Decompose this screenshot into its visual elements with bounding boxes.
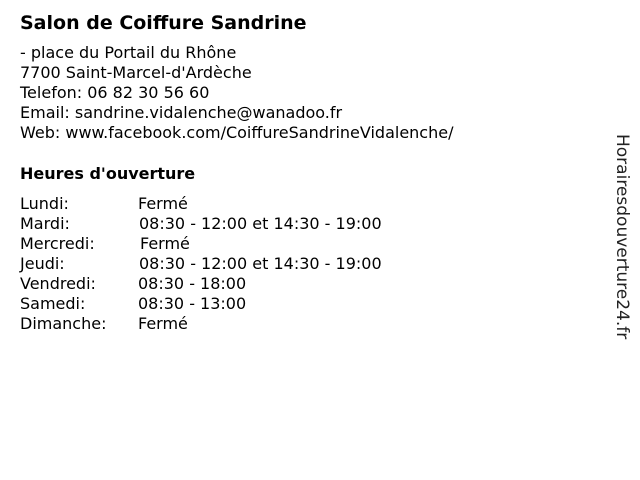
day-label: Mardi: [20, 214, 70, 233]
hours-row-sunday [20, 314, 480, 334]
city-address: 7700 Saint-Marcel-d'Ardèche [20, 63, 252, 82]
site-watermark: Horairesdouverture24.fr [612, 134, 632, 340]
day-hours: Fermé [138, 194, 188, 213]
day-hours: Fermé [138, 314, 188, 333]
day-label: Lundi: [20, 194, 69, 213]
hours-row-saturday [20, 294, 480, 314]
day-hours: Fermé [140, 234, 190, 253]
hours-row-tuesday [20, 214, 480, 234]
website-link: Web: www.facebook.com/CoiffureSandrineVidalenche/ [20, 123, 454, 142]
hours-row-monday [20, 194, 480, 214]
hours-row-friday [20, 274, 480, 294]
day-hours: 08:30 - 13:00 [138, 294, 247, 313]
opening-hours-list [20, 194, 480, 334]
day-label: Mercredi: [20, 234, 95, 253]
day-label: Samedi: [20, 294, 86, 313]
phone-number: Telefon: 06 82 30 56 60 [20, 83, 210, 102]
hours-row-thursday [20, 254, 480, 274]
day-label: Vendredi: [20, 274, 96, 293]
opening-hours-heading: Heures d'ouverture [20, 164, 196, 183]
business-name: Salon de Coiffure Sandrine [20, 12, 307, 34]
hours-row-wednesday [20, 234, 480, 254]
day-label: Dimanche: [20, 314, 107, 333]
day-label: Jeudi: [20, 254, 65, 273]
day-hours: 08:30 - 18:00 [138, 274, 247, 293]
contact-block [20, 43, 453, 143]
email-address: Email: sandrine.vidalenche@wanadoo.fr [20, 103, 343, 122]
street-address: - place du Portail du Rhône [20, 43, 237, 62]
day-hours: 08:30 - 12:00 et 14:30 - 19:00 [139, 254, 382, 273]
day-hours: 08:30 - 12:00 et 14:30 - 19:00 [139, 214, 382, 233]
